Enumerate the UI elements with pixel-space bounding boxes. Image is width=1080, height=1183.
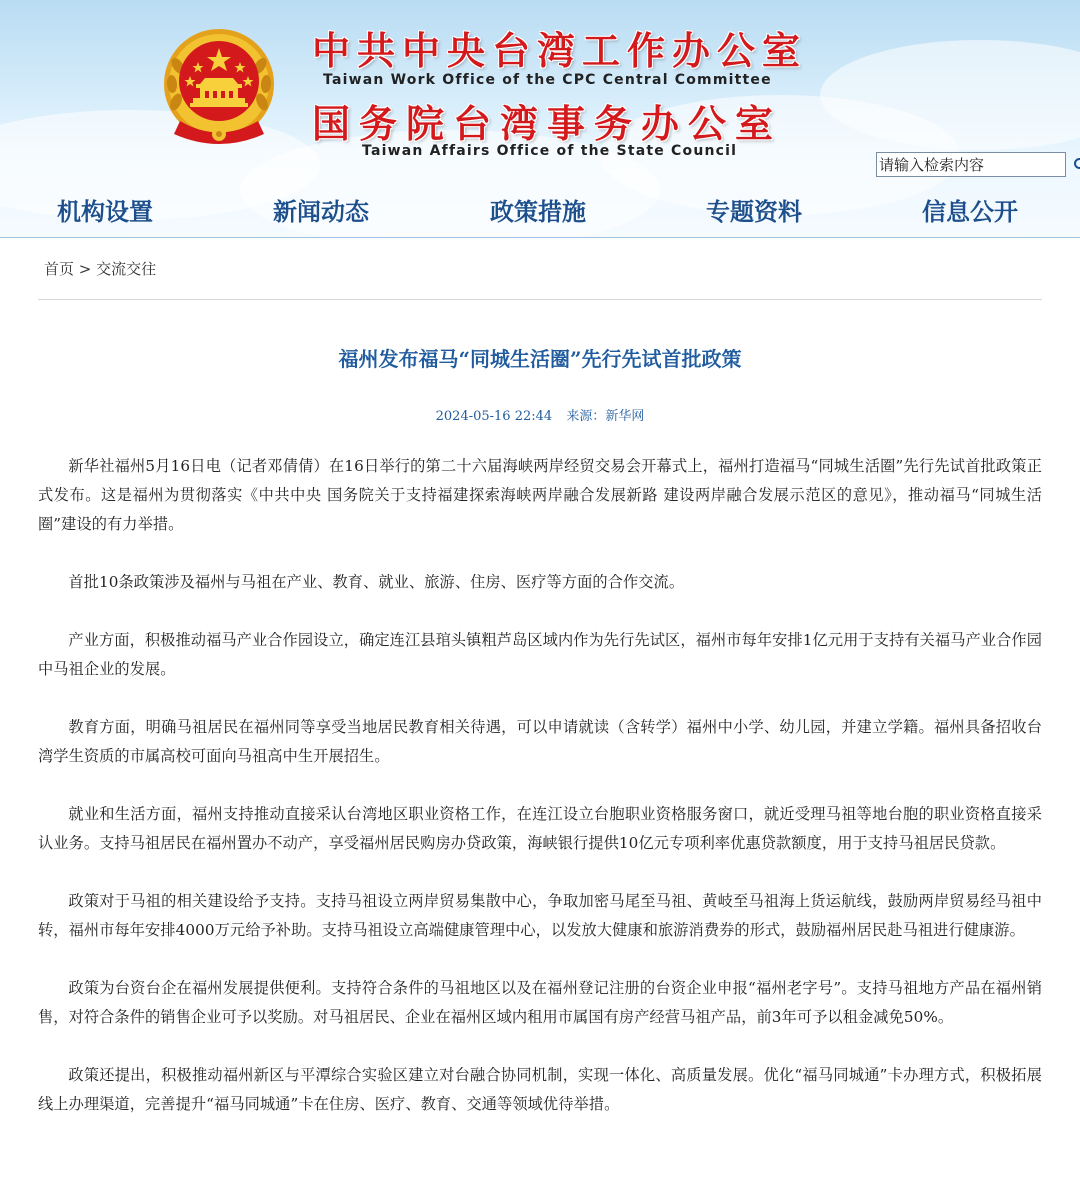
- article-paragraph: 政策为台资台企在福州发展提供便利。支持符合条件的马祖地区以及在福州登记注册的台资企业申报“福州老字号”。支持马祖地方产品在福州销售，对符合条件的销售企业可予以奖励。对马祖居民、企业在福州区域内租用市属国有房产经营马祖产品，前3年可予以租金减免50%。: [38, 979, 1042, 1026]
- breadcrumb-home-link[interactable]: 首页: [44, 260, 75, 278]
- article-datetime: 2024-05-16 22:44: [435, 409, 553, 424]
- article-paragraph: 新华社福州5月16日电（记者邓倩倩）在16日举行的第二十六届海峡两岸经贸交易会开幕式上，福州打造福马“同城生活圈”先行先试首批政策正式发布。这是福州为贯彻落实《中共中央 国务院关于支持福建探索海峡两岸融合发展新路 建设两岸融合发展示范区的意见》，推动福马“同城生活圈”建设的有力举措。: [38, 457, 1042, 533]
- nav-item-policies[interactable]: 政策措施: [490, 198, 586, 226]
- article-source: [566, 409, 644, 424]
- breadcrumb: [44, 258, 156, 279]
- article-body: [38, 452, 1042, 1148]
- article-paragraph: 政策还提出，积极推动福州新区与平潭综合实验区建立对台融合协同机制，实现一体化、高质量发展。优化“福马同城通”卡办理方式，积极拓展线上办理渠道，完善提升“福马同城通”卡在住房、医疗、教育、交通等领域优待举措。: [38, 1066, 1042, 1113]
- site-title-state-council: 国务院台湾事务办公室: [312, 102, 783, 146]
- nav-item-news[interactable]: 新闻动态: [273, 198, 369, 226]
- search-box: [876, 152, 1066, 177]
- site-title-state-council-en: Taiwan Affairs Office of the State Council: [362, 143, 738, 159]
- nav-item-information[interactable]: 信息公开: [922, 198, 1018, 226]
- article-meta: [0, 405, 1080, 424]
- breadcrumb-separator: >: [78, 260, 92, 278]
- article-paragraph: 教育方面，明确马祖居民在福州同等享受当地居民教育相关待遇，可以申请就读（含转学）福州中小学、幼儿园，并建立学籍。福州具备招收台湾学生资质的市属高校可面向马祖高中生开展招生。: [38, 718, 1042, 765]
- site-title-cpc: 中共中央台湾工作办公室: [312, 29, 808, 73]
- search-icon: [1073, 157, 1080, 173]
- article-source-name: 新华网: [605, 409, 645, 424]
- divider: [38, 299, 1042, 300]
- article-source-label: 来源：: [566, 409, 606, 424]
- breadcrumb-current-link[interactable]: 交流交往: [96, 260, 157, 278]
- nav-item-organization[interactable]: 机构设置: [57, 198, 153, 226]
- article-paragraph: 政策对于马祖的相关建设给予支持。支持马祖设立两岸贸易集散中心，争取加密马尾至马祖、黄岐至马祖海上货运航线，鼓励两岸贸易经马祖中转，福州市每年安排4000万元给予补助。支持马祖设立高端健康管理中心，以发放大健康和旅游消费券的形式，鼓励福州居民赴马祖进行健康游。: [38, 892, 1042, 939]
- national-emblem-icon: [160, 26, 278, 148]
- search-input[interactable]: [877, 153, 1073, 176]
- article-title: 福州发布福马“同城生活圈”先行先试首批政策: [338, 347, 742, 371]
- search-button[interactable]: [1073, 153, 1080, 176]
- article-paragraph: 首批10条政策涉及福州与马祖在产业、教育、就业、旅游、住房、医疗等方面的合作交流。: [68, 573, 685, 591]
- site-header: [0, 0, 1080, 238]
- site-title-cpc-en: Taiwan Work Office of the CPC Central Committee: [323, 72, 772, 88]
- article-paragraph: 就业和生活方面，福州支持推动直接采认台湾地区职业资格工作，在连江设立台胞职业资格服务窗口，就近受理马祖等地台胞的职业资格直接采认业务。支持马祖居民在福州置办不动产，享受福州居民购房办贷政策，海峡银行提供10亿元专项利率优惠贷款额度，用于支持马祖居民贷款。: [38, 805, 1042, 852]
- nav-item-topics[interactable]: 专题资料: [706, 198, 802, 226]
- article-paragraph: 产业方面，积极推动福马产业合作园设立，确定连江县琯头镇粗芦岛区域内作为先行先试区，福州市每年安排1亿元用于支持有关福马产业合作园中马祖企业的发展。: [38, 631, 1042, 678]
- main-nav: [0, 190, 1080, 234]
